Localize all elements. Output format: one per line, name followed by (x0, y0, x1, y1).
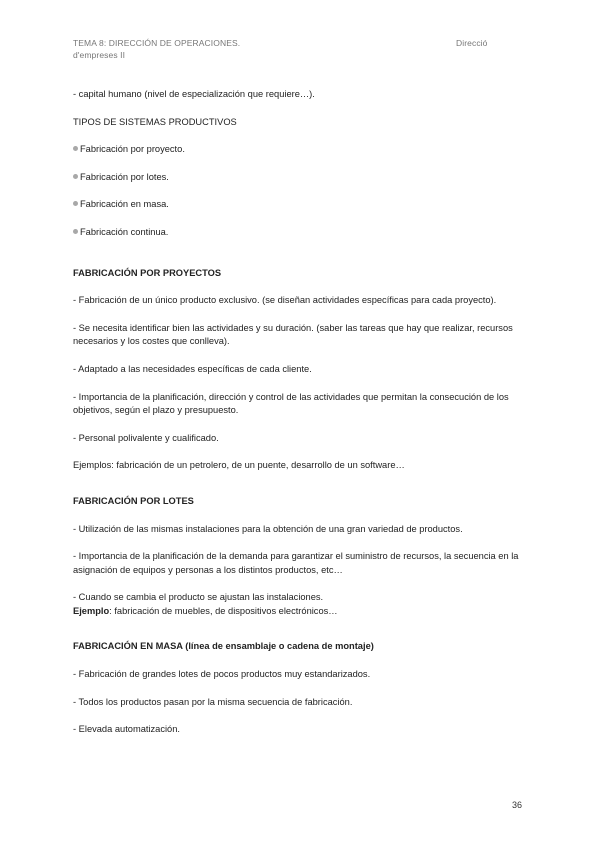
paragraph: - Se necesita identificar bien las actividades y su duración. (saber las tareas que hay que realizar, recursos necesarios y los costes que conlleva). (73, 322, 513, 347)
paragraph: - Fabricación de un único producto exclusivo. (se diseñan actividades específicas para cada proyecto). (73, 295, 497, 306)
section-title-lotes: FABRICACIÓN POR LOTES (73, 495, 194, 506)
header-course: d'empreses II (73, 50, 126, 60)
paragraph: - Importancia de la planificación, dirección y control de las actividades que permitan la consecución de los objetivos, según el plazo y presupuesto. (73, 391, 509, 416)
bullet-icon (73, 174, 78, 179)
header-right: Direcció (456, 38, 488, 48)
bullet-icon (73, 201, 78, 206)
paragraph: - Elevada automatización. (73, 724, 180, 735)
paragraph: - Importancia de la planificación de la demanda para garantizar el suministro de recursos, la secuencia en la asignación de equipos y personas a los distintos productos, etc… (73, 551, 519, 575)
paragraph: - Personal polivalente y cualificado. (73, 432, 219, 443)
header-subject: TEMA 8: DIRECCIÓN DE OPERACIONES. (73, 38, 241, 48)
paragraph: - Adaptado a las necesidades específicas de cada cliente. (73, 363, 312, 374)
bullet-icon (73, 229, 78, 234)
paragraph: - Utilización de las mismas instalaciones para la obtención de una gran variedad de productos. (73, 523, 463, 534)
paragraph: - Cuando se cambia el producto se ajustan las instalaciones. (73, 592, 324, 603)
section-title-proyectos: FABRICACIÓN POR PROYECTOS (73, 267, 222, 278)
section-title-masa: FABRICACIÓN EN MASA (línea de ensamblaje o cadena de montaje) (73, 641, 374, 652)
list-item: Fabricación en masa. (73, 198, 533, 212)
paragraph: - Fabricación de grandes lotes de pocos productos muy estandarizados. (73, 669, 371, 680)
list-item: Fabricación por proyecto. (73, 143, 533, 157)
tipos-title: TIPOS DE SISTEMAS PRODUCTIVOS (73, 116, 237, 127)
bullet-icon (73, 146, 78, 151)
example-label: Ejemplo (73, 605, 110, 616)
capital-line: - capital humano (nivel de especialización que requiere…). (73, 89, 315, 99)
paragraph: - Todos los productos pasan por la misma secuencia de fabricación. (73, 696, 353, 707)
paragraph: Ejemplos: fabricación de un petrolero, de un puente, desarrollo de un software… (73, 460, 405, 471)
document-body (73, 88, 533, 737)
example-line: Ejemplo: fabricación de muebles, de dispositivos electrónicos… (73, 605, 338, 616)
list-item: Fabricación continua. (73, 226, 533, 240)
list-item: Fabricación por lotes. (73, 171, 533, 185)
page-header (73, 37, 543, 61)
page-number: 36 (512, 800, 523, 810)
